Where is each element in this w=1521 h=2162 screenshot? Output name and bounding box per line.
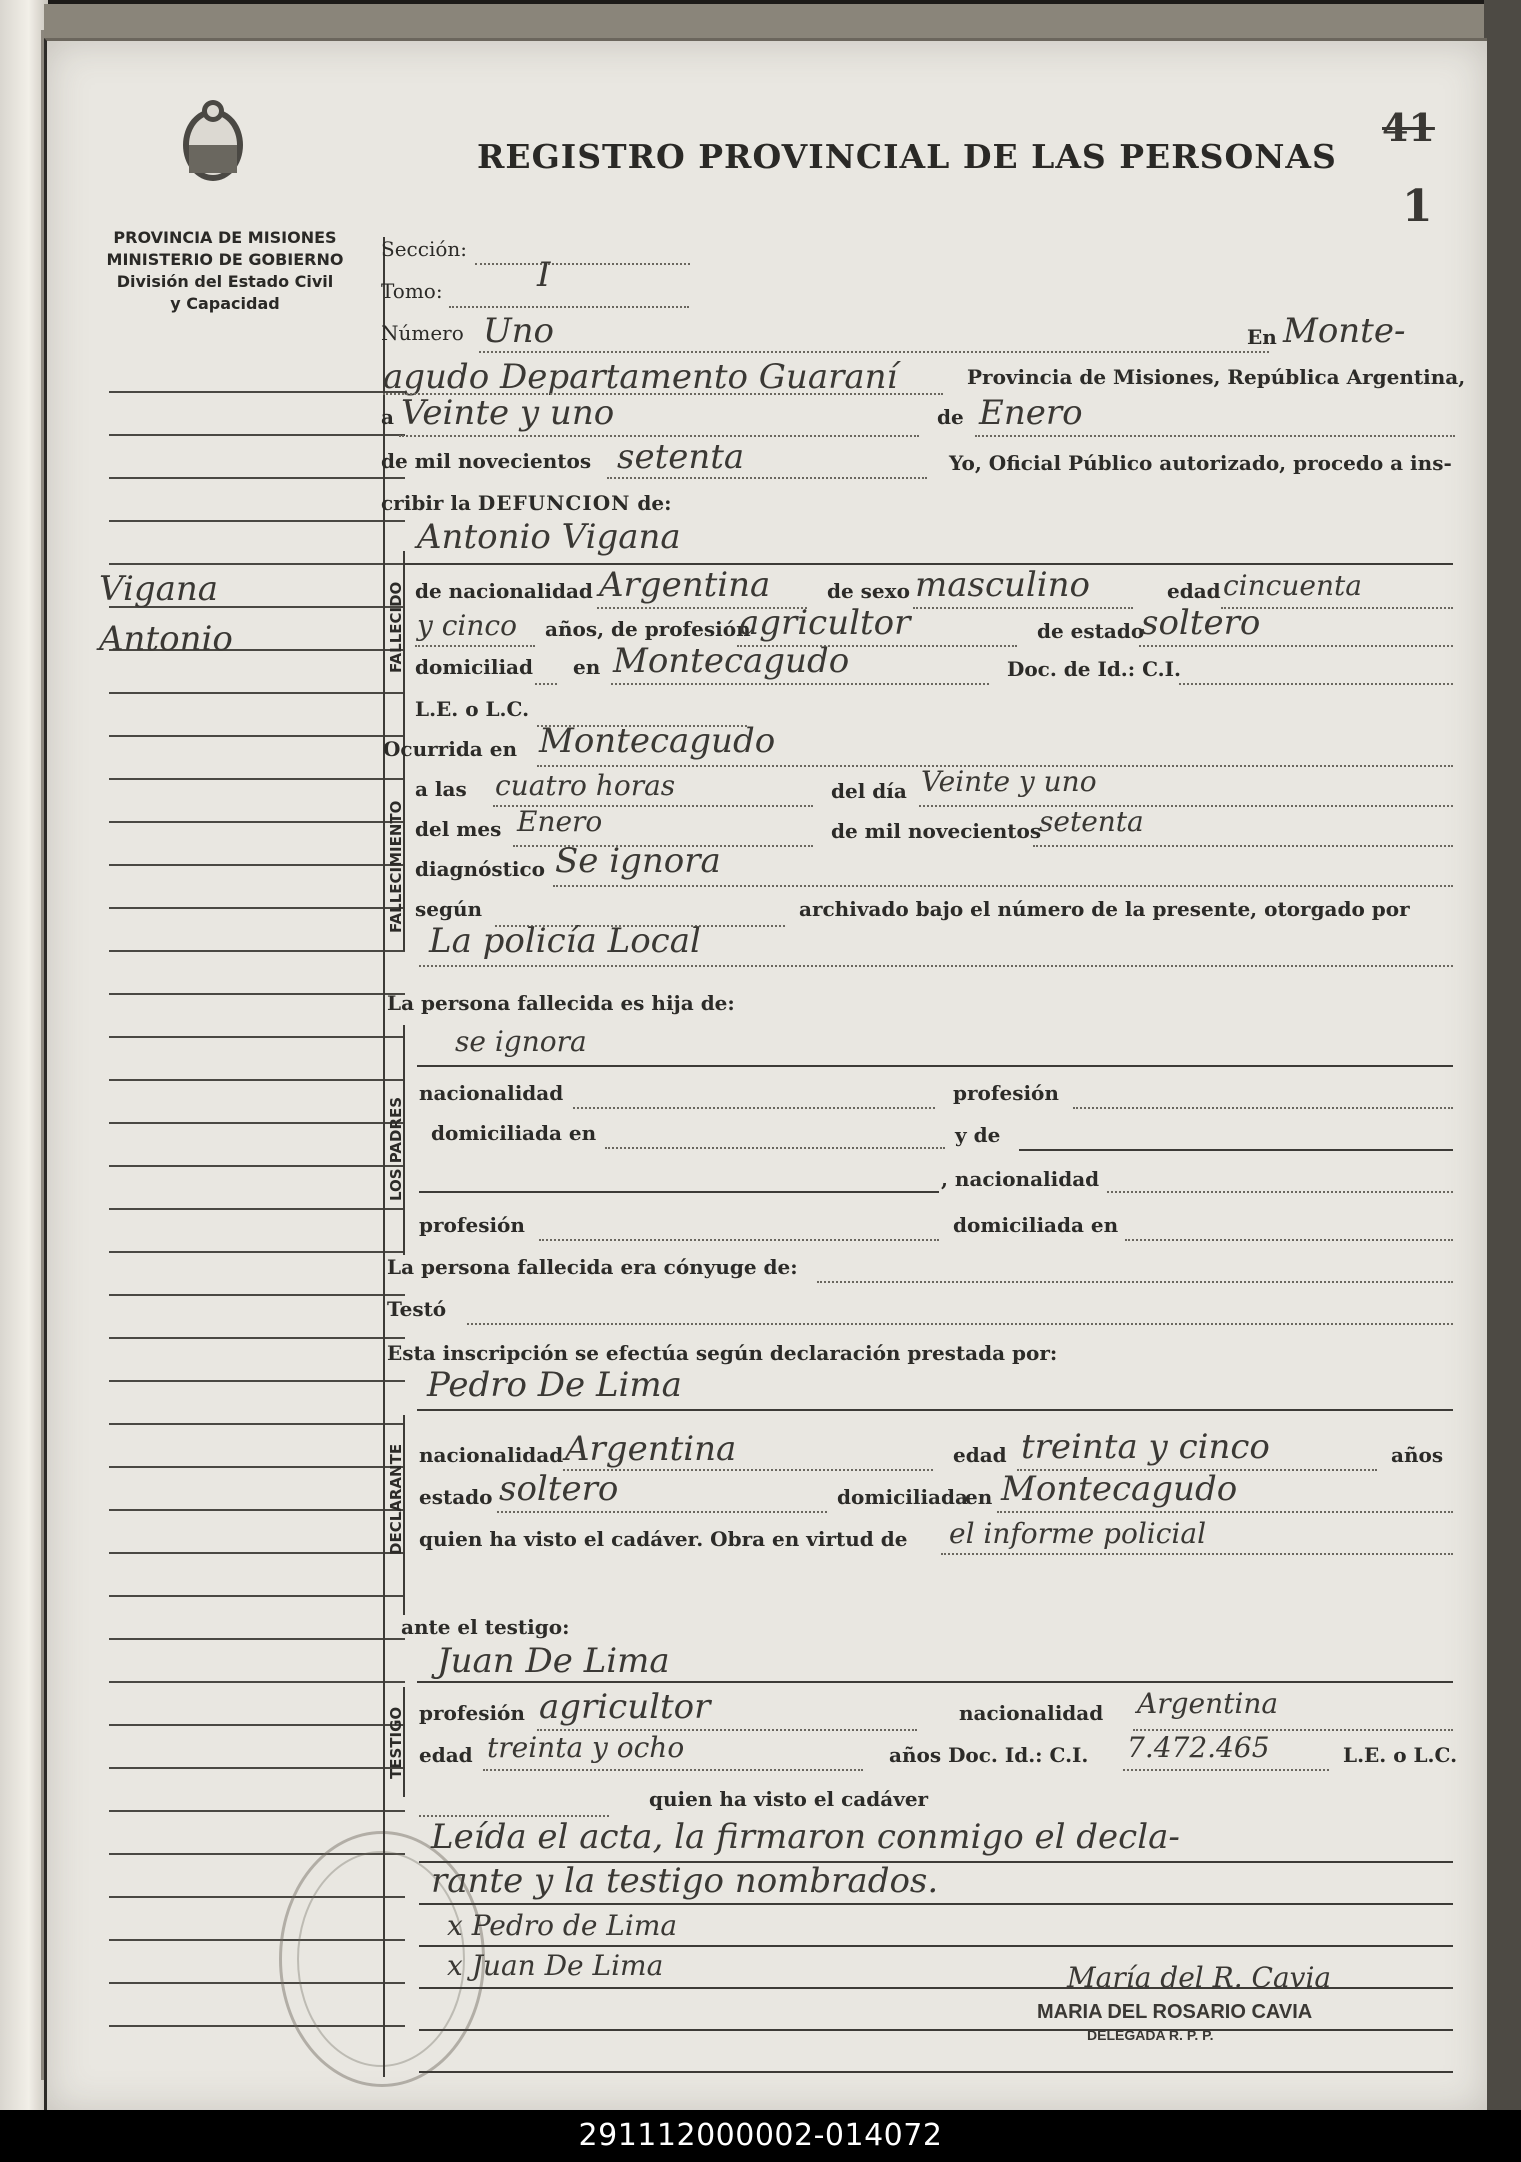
margin-line — [109, 1337, 405, 1339]
margin-line — [109, 1466, 405, 1468]
oficial-firma: María del R. Cavia — [1067, 1961, 1332, 1994]
declarante-en-label: en — [965, 1485, 993, 1509]
margin-line — [109, 1681, 405, 1683]
declarante-domicilio: Montecagudo — [1001, 1469, 1238, 1509]
oficial-nombre-stamp: MARIA DEL ROSARIO CAVIA — [1037, 2001, 1313, 2023]
margin-line — [109, 1552, 405, 1554]
declarante-side-label: DECLARANTE — [387, 1443, 405, 1555]
declarante-nacionalidad-label: nacionalidad — [419, 1443, 564, 1467]
declarante-nombre: Pedro De Lima — [427, 1365, 682, 1405]
testigo-edad-label: edad — [419, 1743, 473, 1767]
declarante-nombre-rule — [417, 1409, 1453, 1411]
margin-line — [109, 1208, 405, 1210]
margin-line — [109, 1724, 405, 1726]
alas-label: a las — [415, 777, 467, 801]
cierre-line2: rante y la testigo nombrados. — [431, 1861, 939, 1901]
margin-line — [109, 692, 405, 694]
defuncion-label: DEFUNCION — [477, 491, 631, 515]
fallecido-sexo: masculino — [915, 565, 1091, 605]
cierre-line1: Leída el acta, la firmaron conmigo el decla- — [431, 1817, 1180, 1857]
otorgado-field — [419, 965, 1453, 967]
padres-nacionalidad-field — [573, 1107, 935, 1109]
page-top-edge — [44, 4, 1484, 38]
cierre-bottom-rule — [419, 2071, 1453, 2073]
margin-line — [109, 1767, 405, 1769]
padres-domiciliada-label: domiciliada en — [431, 1121, 597, 1145]
tomo-label: Tomo: — [381, 279, 443, 303]
seccion-label: Sección: — [381, 237, 467, 261]
margin-line — [109, 864, 405, 866]
fallecido-estado: soltero — [1141, 603, 1261, 643]
ocurrida-value: Montecagudo — [539, 721, 776, 761]
padres-profesion-label: profesión — [953, 1081, 1059, 1105]
margin-note-surname: Vigana — [99, 569, 219, 609]
testigo-anios-label: años Doc. Id.: C.I. — [889, 1743, 1089, 1767]
fallecido-nombre: Antonio Vigana — [417, 517, 681, 557]
fallecido-nacionalidad-label: de nacionalidad — [415, 579, 593, 603]
book-spine — [0, 0, 48, 2110]
oficial-cargo-stamp: DELEGADA R. P. P. — [1087, 2027, 1214, 2043]
de-colon-label: de: — [637, 491, 672, 515]
fallecido-edad: cincuenta — [1223, 569, 1362, 602]
provincia-label: Provincia de Misiones, República Argentina, — [967, 365, 1466, 389]
fallecido-profesion: agricultor — [739, 603, 911, 643]
otorgado-value: La policía Local — [429, 921, 701, 961]
declarante-edad: treinta y cinco — [1021, 1427, 1270, 1467]
padres-side-label: LOS PADRES — [387, 1096, 405, 1201]
fallecido-estado-label: de estado — [1037, 619, 1145, 643]
numero-field — [479, 351, 1269, 353]
declarante-estado-label: estado — [419, 1485, 493, 1509]
margin-line — [109, 907, 405, 909]
margin-line — [109, 477, 405, 479]
margin-line — [109, 821, 405, 823]
mes-field — [975, 435, 1455, 437]
fallecido-estado-field — [1139, 645, 1453, 647]
de-label: de — [937, 405, 964, 429]
padres-profesion2-field — [539, 1239, 939, 1241]
fallecimiento-anio-field — [1033, 845, 1453, 847]
declarante-nacionalidad-field — [563, 1469, 933, 1471]
fallecido-anios-label: años, de profesión — [545, 617, 751, 641]
margin-line — [109, 520, 405, 522]
left-header-capacity: y Capacidad — [170, 294, 280, 313]
numero-label: Número — [381, 321, 464, 345]
padres-domiciliada2-field — [1125, 1239, 1453, 1241]
declarante-estado: soltero — [499, 1469, 619, 1509]
testigo-visto-label: quien ha visto el cadáver — [649, 1787, 929, 1811]
padres-profesion2-label: profesión — [419, 1213, 525, 1237]
cierre-firma1-rule — [419, 1945, 1453, 1947]
cierre-firma-declarante: x Pedro de Lima — [447, 1909, 678, 1942]
fallecimiento-side-label: FALLECIMIENTO — [387, 800, 405, 933]
cierre-line2-rule — [419, 1903, 1453, 1905]
declarante-anios-label: años — [1391, 1443, 1444, 1467]
padres-yde-label: y de — [955, 1123, 1001, 1147]
testigo-side-label: TESTIGO — [387, 1706, 405, 1779]
del-dia-label: del día — [831, 779, 907, 803]
oficial-label: Yo, Oficial Público autorizado, procedo a ins- — [949, 451, 1452, 475]
testigo-edad-field — [483, 1769, 863, 1771]
margin-line — [109, 391, 405, 393]
del-mes-label: del mes — [415, 817, 502, 841]
numero-value: Uno — [483, 311, 555, 351]
en-value: Monte- — [1283, 311, 1406, 351]
margin-line — [109, 1380, 405, 1382]
testigo-profesion: agricultor — [539, 1687, 711, 1727]
fallecido-sexo-field — [913, 607, 1133, 609]
image-id-bar — [0, 2110, 1521, 2162]
a-label: a — [381, 405, 394, 429]
fallecido-sexo-label: de sexo — [827, 579, 910, 603]
diagnostico-field — [553, 885, 1453, 887]
document-title: REGISTRO PROVINCIAL DE LAS PERSONAS — [477, 137, 1337, 176]
fallecimiento-mes: Enero — [517, 805, 603, 838]
document-page — [44, 38, 1487, 2113]
padres-domiciliada2-label: domiciliada en — [953, 1213, 1119, 1237]
margin-line — [109, 1165, 405, 1167]
left-header — [95, 227, 355, 315]
tomo-value: I — [537, 255, 551, 295]
anio-value: setenta — [617, 437, 745, 477]
testigo-nacionalidad-label: nacionalidad — [959, 1701, 1104, 1725]
dia-value: Veinte y uno — [401, 393, 615, 433]
testo-label: Testó — [387, 1297, 447, 1321]
padres-hija-label: La persona fallecida es hija de: — [387, 991, 735, 1015]
seccion-field — [475, 263, 690, 265]
page-right-edge — [1484, 0, 1521, 2110]
margin-line — [109, 778, 405, 780]
fallecido-domiciliado-label: domiciliad — [415, 655, 533, 679]
testo-field — [467, 1323, 1453, 1325]
fallecido-le-label: L.E. o L.C. — [415, 697, 530, 721]
coat-of-arms-icon — [173, 93, 253, 187]
declarante-obra: el informe policial — [949, 1517, 1207, 1550]
padres-madre-rule — [419, 1191, 939, 1193]
tomo-field — [449, 306, 689, 308]
fallecido-doc-label: Doc. de Id.: C.I. — [1007, 657, 1181, 681]
declarante-obra-field — [941, 1553, 1453, 1555]
conyuge-field — [817, 1281, 1453, 1283]
fallecido-nacionalidad: Argentina — [599, 565, 771, 605]
margin-line — [109, 735, 405, 737]
margin-line — [109, 1595, 405, 1597]
hora-value: cuatro horas — [495, 769, 676, 802]
lugar-value: agudo Departamento Guaraní — [383, 357, 898, 397]
padres-domiciliada-field — [605, 1147, 945, 1149]
margin-line — [109, 563, 405, 565]
margin-line — [109, 1638, 405, 1640]
conyuge-label: La persona fallecida era cónyuge de: — [387, 1255, 798, 1279]
padres-nombre-rule — [417, 1065, 1453, 1067]
padres-yde-rule — [1019, 1149, 1453, 1151]
margin-line — [109, 434, 405, 436]
margin-line — [109, 1294, 405, 1296]
fallecido-domicilio-field — [611, 683, 989, 685]
margin-line — [109, 950, 405, 952]
fallecido-side-label: FALLECIDO — [387, 581, 405, 673]
archivado-label: archivado bajo el número de la presente, otorgado por — [799, 897, 1410, 921]
testigo-edad: treinta y ocho — [487, 1731, 685, 1764]
declarante-domicilio-field — [997, 1511, 1453, 1513]
fallecido-edad-label: edad — [1167, 579, 1221, 603]
diagnostico-label: diagnóstico — [415, 857, 546, 881]
cierre-firma-testigo: x Juan De Lima — [447, 1949, 664, 1982]
padres-profesion-field — [1073, 1107, 1453, 1109]
padres-nacionalidad2-field — [1107, 1191, 1453, 1193]
fallecimiento-anio: setenta — [1039, 805, 1144, 838]
fallecimiento-dia: Veinte y uno — [921, 765, 1097, 798]
folio-top-number: 41 — [1382, 105, 1435, 150]
segun-label: según — [415, 897, 483, 921]
anio-field — [607, 477, 927, 479]
margin-line — [109, 1036, 405, 1038]
testigo-le-label: L.E. o L.C. — [1343, 1743, 1458, 1767]
declarante-intro-label: Esta inscripción se efectúa según declaración prestada por: — [387, 1341, 1058, 1365]
fallecido-en-label: en — [573, 655, 601, 679]
folio-number: 1 — [1402, 181, 1433, 232]
testigo-ci-field — [1123, 1769, 1329, 1771]
margin-line — [109, 1509, 405, 1511]
en-label: En — [1247, 325, 1277, 349]
left-header-province: PROVINCIA DE MISIONES — [113, 228, 337, 247]
declarante-domiciliada-label: domiciliada — [837, 1485, 968, 1509]
fallecido-edad2: y cinco — [417, 609, 517, 642]
padres-nacionalidad-label: nacionalidad — [419, 1081, 564, 1105]
fallecimiento-dia-field — [919, 805, 1453, 807]
margin-line — [109, 1079, 405, 1081]
left-header-ministry: MINISTERIO DE GOBIERNO — [106, 250, 344, 269]
margin-line — [109, 1810, 405, 1812]
cierre-oficial-rule — [419, 2029, 1453, 2031]
fallecido-domiciliado-suffix-field — [535, 683, 557, 685]
margin-line — [109, 993, 405, 995]
declarante-nacionalidad: Argentina — [565, 1429, 737, 1469]
testigo-ante-label: ante el testigo: — [401, 1615, 570, 1639]
diagnostico-value: Se ignora — [555, 841, 721, 881]
fallecimiento-mil-label: de mil novecientos — [831, 819, 1042, 843]
inscribir-line — [381, 491, 671, 515]
ocurrida-label: Ocurrida en — [383, 737, 517, 761]
image-id-label: 291112000002-014072 — [578, 2118, 943, 2153]
testigo-nombre-rule — [417, 1681, 1453, 1683]
testigo-nacionalidad: Argentina — [1137, 1687, 1279, 1720]
margin-line — [109, 1122, 405, 1124]
margin-note-name: Antonio — [99, 619, 233, 659]
inscribir-label: cribir la — [381, 491, 471, 515]
fallecido-doc-field — [1179, 683, 1453, 685]
margin-line — [109, 1251, 405, 1253]
left-header-division: División del Estado Civil — [116, 272, 334, 291]
testigo-ci: 7.472.465 — [1127, 1731, 1270, 1764]
testigo-nombre: Juan De Lima — [437, 1641, 670, 1681]
declarante-estado-field — [497, 1511, 827, 1513]
mes-value: Enero — [979, 393, 1083, 433]
margin-line — [109, 1423, 405, 1425]
fallecido-edad2-field — [415, 645, 535, 647]
padres-nacionalidad2-label: , nacionalidad — [941, 1167, 1100, 1191]
declarante-edad-label: edad — [953, 1443, 1007, 1467]
declarante-visto-label: quien ha visto el cadáver. Obra en virtud de — [419, 1527, 908, 1551]
fallecido-domicilio: Montecagudo — [613, 641, 850, 681]
testigo-profesion-label: profesión — [419, 1701, 525, 1725]
mil-label: de mil novecientos — [381, 449, 592, 473]
padres-nombre: se ignora — [455, 1025, 587, 1058]
